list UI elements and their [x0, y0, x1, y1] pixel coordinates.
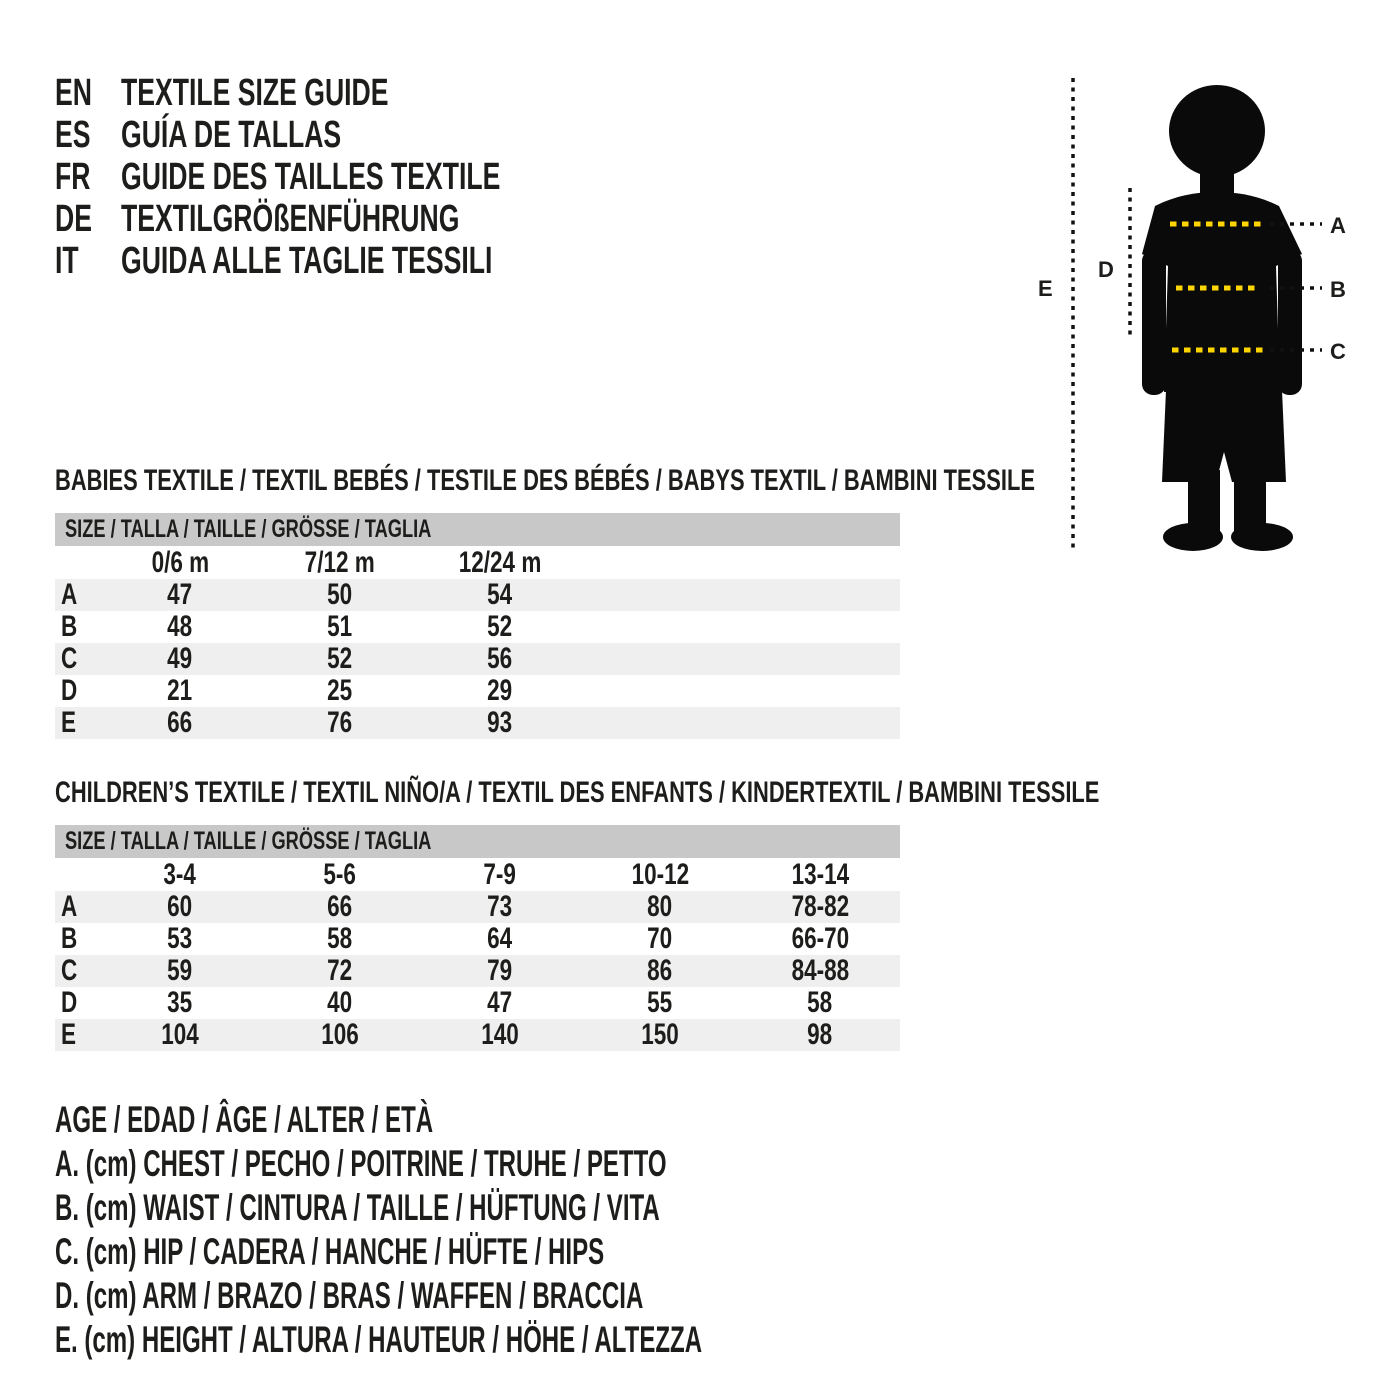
language-row-en	[55, 72, 663, 114]
cell-value: 53	[167, 922, 193, 955]
cell-value: 40	[327, 986, 353, 1019]
row-label: E	[61, 706, 77, 739]
cell-value: 49	[167, 642, 193, 675]
table-row	[55, 1019, 900, 1051]
column-header-row	[55, 546, 900, 579]
cell-value: 52	[327, 642, 353, 675]
figure-label-e: E	[1038, 276, 1053, 301]
cell-value: 80	[647, 890, 673, 923]
language-row-de	[55, 198, 663, 240]
column-header: 12/24 m	[458, 545, 542, 579]
cell-value: 25	[327, 674, 353, 707]
row-label: B	[61, 922, 78, 955]
cell-value: 66	[167, 706, 193, 739]
column-header: 10-12	[631, 857, 689, 891]
cell-value: 47	[487, 986, 513, 1019]
cell-value: 93	[487, 706, 513, 739]
language-title-block	[55, 72, 663, 282]
language-title: GUÍA DE TALLAS	[121, 113, 342, 156]
silhouette-right-shoe	[1231, 523, 1293, 551]
language-title: GUIDA ALLE TAGLIE TESSILI	[121, 239, 493, 282]
row-label: C	[61, 642, 78, 675]
size-header-bar: SIZE / TALLA / TAILLE / GRÖSSE / TAGLIA	[55, 513, 900, 546]
row-label: A	[61, 578, 78, 611]
cell-value: 52	[487, 610, 513, 643]
cell-value: 48	[167, 610, 193, 643]
cell-value: 58	[807, 986, 833, 1019]
legend-height-line: E. (cm) HEIGHT / ALTURA / HAUTEUR / HÖHE / ALTEZZA	[55, 1319, 703, 1360]
legend-hip-line: C. (cm) HIP / CADERA / HANCHE / HÜFTE / HIPS	[55, 1231, 605, 1272]
column-header: 7-9	[483, 857, 517, 891]
table-row	[55, 987, 900, 1019]
table-row	[55, 891, 900, 923]
cell-value: 84-88	[791, 954, 849, 987]
cell-value: 35	[167, 986, 193, 1019]
cell-value: 50	[327, 578, 353, 611]
babies-table-title: BABIES TEXTILE / TEXTIL BEBÉS / TESTILE DES BÉBÉS / BABYS TEXTIL / BAMBINI TESSILE	[55, 464, 1035, 497]
cell-value: 76	[327, 706, 353, 739]
children-table-title: CHILDREN’S TEXTILE / TEXTIL NIÑO/A / TEXTIL DES ENFANTS / KINDERTEXTIL / BAMBINI TESSILE	[55, 776, 1100, 809]
language-row-it	[55, 240, 663, 282]
cell-value: 98	[807, 1018, 833, 1051]
silhouette-right-arm	[1278, 250, 1302, 395]
row-label: D	[61, 986, 78, 1019]
cell-value: 51	[327, 610, 353, 643]
column-header: 0/6 m	[151, 545, 209, 579]
legend-chest-line: A. (cm) CHEST / PECHO / POITRINE / TRUHE / PETTO	[55, 1143, 667, 1184]
cell-value: 104	[161, 1018, 199, 1051]
silhouette-left-arm	[1142, 250, 1166, 395]
cell-value: 79	[487, 954, 513, 987]
measure-legend	[55, 1098, 1051, 1362]
cell-value: 72	[327, 954, 353, 987]
row-label: E	[61, 1018, 77, 1051]
table-row	[55, 611, 900, 643]
cell-value: 106	[321, 1018, 359, 1051]
cell-value: 66	[327, 890, 353, 923]
cell-value: 64	[487, 922, 513, 955]
legend-age-line: AGE / EDAD / ÂGE / ALTER / ETÀ	[55, 1099, 434, 1140]
cell-value: 58	[327, 922, 353, 955]
figure-label-d: D	[1098, 257, 1114, 282]
figure-label-c: C	[1330, 339, 1346, 364]
column-header: 5-6	[323, 857, 357, 891]
cell-value: 73	[487, 890, 513, 923]
figure-label-a: A	[1330, 213, 1346, 238]
column-header: 13-14	[791, 857, 849, 891]
babies-size-table	[55, 513, 900, 739]
cell-value: 54	[487, 578, 513, 611]
language-code: ES	[55, 113, 91, 156]
cell-value: 56	[487, 642, 513, 675]
table-row	[55, 675, 900, 707]
cell-value: 29	[487, 674, 513, 707]
column-header-row	[55, 858, 900, 891]
language-code: IT	[55, 239, 79, 282]
size-header-bar: SIZE / TALLA / TAILLE / GRÖSSE / TAGLIA	[55, 825, 900, 858]
cell-value: 86	[647, 954, 673, 987]
cell-value: 47	[167, 578, 193, 611]
legend-arm-line: D. (cm) ARM / BRAZO / BRAS / WAFFEN / BRACCIA	[55, 1275, 644, 1316]
cell-value: 66-70	[791, 922, 849, 955]
silhouette-left-shoe	[1163, 523, 1223, 551]
row-label: D	[61, 674, 78, 707]
cell-value: 78-82	[791, 890, 849, 923]
table-row	[55, 923, 900, 955]
table-row	[55, 955, 900, 987]
language-row-fr	[55, 156, 663, 198]
figure-label-b: B	[1330, 277, 1346, 302]
cell-value: 70	[647, 922, 673, 955]
table-row	[55, 579, 900, 611]
table-row	[55, 643, 900, 675]
row-label: A	[61, 890, 78, 923]
column-header: 7/12 m	[304, 545, 376, 579]
cell-value: 21	[167, 674, 193, 707]
row-label: B	[61, 610, 78, 643]
language-code: DE	[55, 197, 92, 240]
language-code: EN	[55, 71, 92, 114]
column-header: 3-4	[163, 857, 197, 891]
language-title: GUIDE DES TAILLES TEXTILE	[121, 155, 501, 198]
legend-waist-line: B. (cm) WAIST / CINTURA / TAILLE / HÜFTUNG / VITA	[55, 1187, 660, 1228]
language-row-es	[55, 114, 663, 156]
language-title: TEXTILE SIZE GUIDE	[121, 71, 389, 114]
row-label: C	[61, 954, 78, 987]
cell-value: 140	[481, 1018, 519, 1051]
children-size-table	[55, 825, 900, 1051]
cell-value: 55	[647, 986, 673, 1019]
cell-value: 150	[641, 1018, 679, 1051]
language-title: TEXTILGRÖßENFÜHRUNG	[121, 197, 460, 240]
table-row	[55, 707, 900, 739]
cell-value: 60	[167, 890, 193, 923]
cell-value: 59	[167, 954, 193, 987]
language-code: FR	[55, 155, 91, 198]
